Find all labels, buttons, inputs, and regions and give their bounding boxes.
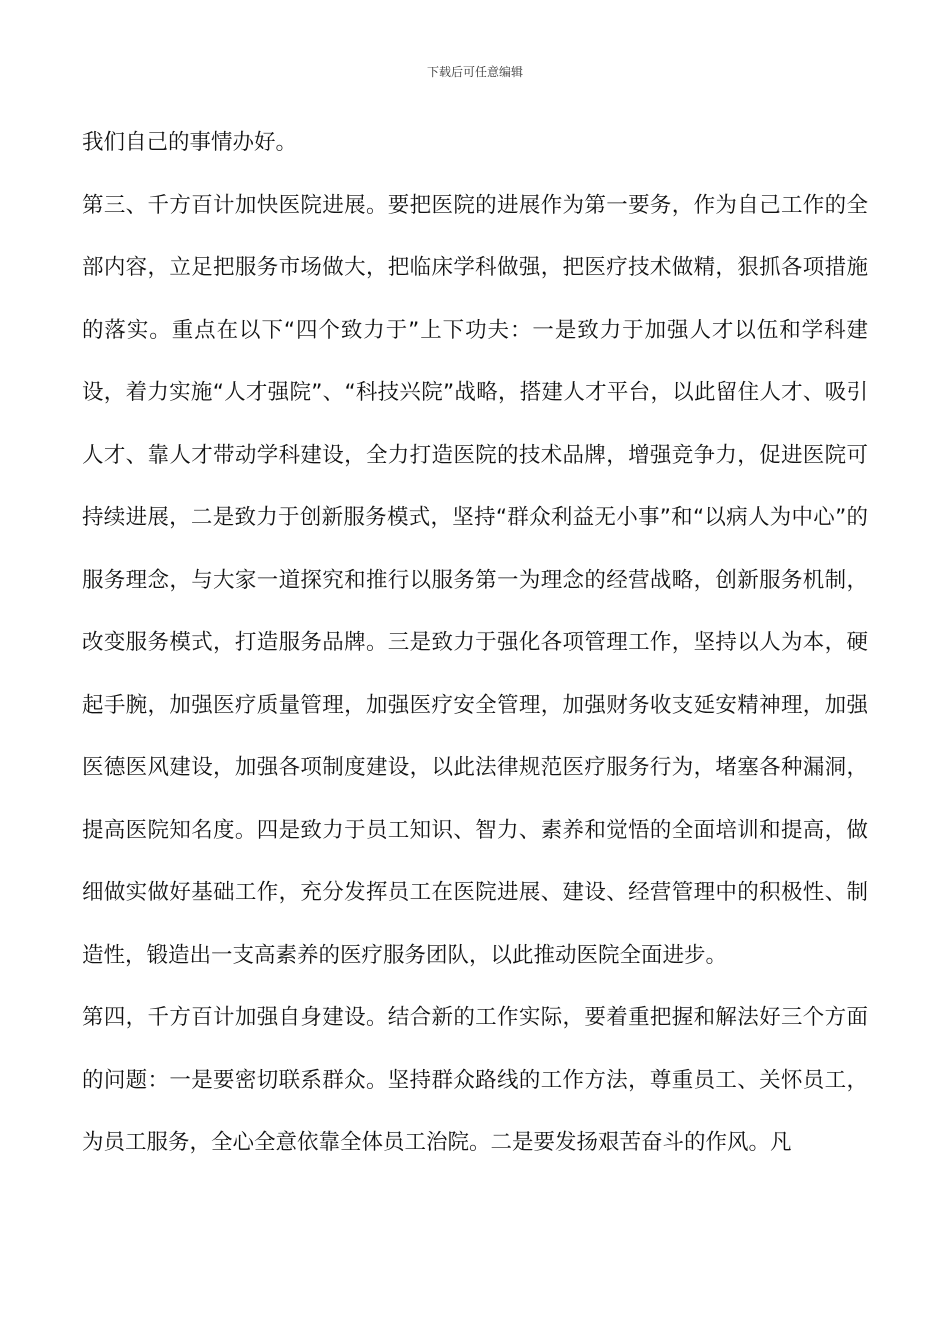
header-note: 下载后可任意编辑 [426,65,523,79]
paragraph-1: 我们自己的事情办好。 [82,130,298,155]
document-body [82,112,868,1175]
paragraph-2: 第三、千方百计加快医院进展。要把医院的进展作为第一要务，作为自己工作的全部内容，立足把服务市场做大，把临床学科做强，把医疗技术做精，狠抓各项措施的落实。重点在以下“四个致力于”上下功夫：一是致力于加强人才以伍和学科建设，着力实施“人才强院”、“科技兴院”战略，搭建人才平台，以此留住人才、吸引人才、靠人才带动学科建设，全力打造医院的技术品牌，增强竞争力，促进医院可持续进展，二是致力于创新服务模式，坚持“群众利益无小事”和“以病人为中心”的服务理念，与大家一道探究和推行以服务第一为理念的经营战略，创新服务机制，改变服务模式，打造服务品牌。三是致力于强化各项管理工作，坚持以人为本，硬起手腕，加强医疗质量管理，加强医疗安全管理，加强财务收支延安精神理，加强医德医风建设，加强各项制度建设，以此法律规范医疗服务行为，堵塞各种漏洞，提高医院知名度。四是致力于员工知识、智力、素养和觉悟的全面培训和提高，做细做实做好基础工作，充分发挥员工在医院进展、建设、经营管理中的积极性、制造性，锻造出一支高素养的医疗服务团队，以此推动医院全面进步。 [82,192,868,968]
paragraph-3: 第四，千方百计加强自身建设。结合新的工作实际，要着重把握和解法好三个方面的问题：一是要密切联系群众。坚持群众路线的工作方法，尊重员工、关怀员工，为员工服务，全心全意依靠全体员工治院。二是要发扬艰苦奋斗的作风。凡 [82,1005,868,1155]
